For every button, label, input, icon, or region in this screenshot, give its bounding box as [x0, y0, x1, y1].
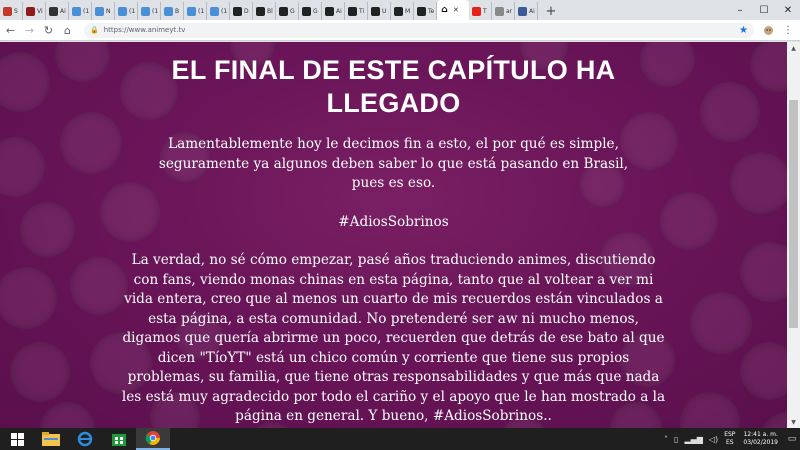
tab-title: Te — [428, 7, 435, 15]
home-button[interactable]: ⌂ — [64, 23, 71, 37]
af-favicon-icon — [348, 7, 357, 16]
af-favicon-icon — [233, 7, 242, 16]
device-icon[interactable]: ▯ — [674, 434, 679, 444]
af-favicon-icon — [256, 7, 265, 16]
browser-tab[interactable] — [345, 2, 368, 20]
show-hidden-icons-icon[interactable]: ˄ — [664, 434, 669, 444]
browser-tab[interactable] — [69, 2, 92, 20]
windows-logo-icon — [11, 433, 24, 446]
browser-tab[interactable] — [115, 2, 138, 20]
browser-tab[interactable] — [414, 2, 437, 20]
language-indicator[interactable] — [724, 431, 735, 447]
af-favicon-icon — [394, 7, 403, 16]
internet-explorer-button[interactable] — [68, 428, 102, 450]
close-tab-icon[interactable]: ✕ — [453, 6, 459, 14]
browser-tab[interactable] — [23, 2, 46, 20]
windows-taskbar — [0, 428, 800, 450]
browser-tab[interactable] — [299, 2, 322, 20]
window-controls — [728, 0, 800, 20]
network-icon[interactable]: ▂▄▆ — [684, 434, 703, 444]
farewell-paragraph: La verdad, no sé cómo empezar, pasé años traduciendo animes, discutiendo con fans, viendo monas chinas en esta página, tanto que al voltear a ver mi vida entera, creo que al menos un cuarto de mis recuerdos están vinculados a esta página, a esta comunidad. No pretenderé ser aw ni mucho menos, digamos que quería abrirme un poco, recuerden que detrás de ese bato al que dicen "TíoYT" está un chico común y corriente que tiene sus propios problemas, su familia, que tiene otras responsabilidades y que más que nada les está muy agradecido por todo el cariño y el apoyo que le han mostrado a la página en general. Y bueno, #AdiosSobrinos.. — [121, 252, 666, 424]
browser-tab[interactable] — [92, 2, 115, 20]
page-scrollbar[interactable] — [787, 42, 800, 428]
reload-button[interactable]: ↻ — [43, 23, 54, 37]
clock-time: 12:41 a. m. — [743, 431, 778, 438]
mx-favicon-icon — [210, 7, 219, 16]
af-favicon-icon — [371, 7, 380, 16]
browser-tab[interactable] — [161, 2, 184, 20]
store-button[interactable] — [102, 428, 136, 450]
tab-title: (1 — [129, 7, 136, 15]
doc-favicon-icon — [495, 7, 504, 16]
tab-title: (1 — [198, 7, 205, 15]
folder-icon — [42, 432, 60, 446]
tab-title: B — [175, 7, 180, 15]
page-viewport — [0, 42, 787, 428]
close-window-button[interactable]: ✕ — [783, 4, 793, 16]
browser-tab[interactable] — [230, 2, 253, 20]
mx-favicon-icon — [187, 7, 196, 16]
browser-tab-active[interactable] — [437, 0, 469, 20]
mx-favicon-icon — [141, 7, 150, 16]
tab-title: ar — [506, 7, 513, 15]
tab-title: M — [405, 7, 411, 15]
scroll-up-arrow-icon[interactable]: ▲ — [791, 44, 796, 52]
url-text: https://www.animeyt.tv — [103, 26, 186, 34]
tab-title: Vi — [37, 7, 43, 15]
language-code: ESP — [724, 431, 736, 438]
tab-title: T — [483, 7, 487, 15]
youtube-favicon-icon — [49, 7, 58, 16]
clock-date: 03/02/2019 — [743, 439, 778, 446]
facebook-favicon-icon — [518, 7, 527, 16]
maximize-button[interactable]: ☐ — [759, 4, 769, 16]
af-favicon-icon — [279, 7, 288, 16]
lock-icon: 🔒 — [90, 26, 99, 34]
bookmark-star-icon[interactable]: ★ — [739, 24, 748, 36]
volume-icon[interactable]: ◁) — [708, 434, 719, 444]
red-favicon-icon — [3, 7, 12, 16]
mx-favicon-icon — [164, 7, 173, 16]
tab-title: Ti — [359, 7, 365, 15]
internet-explorer-icon — [77, 431, 93, 447]
browser-tab[interactable] — [515, 2, 538, 20]
tab-title: (1 — [152, 7, 159, 15]
mx-favicon-icon — [118, 7, 127, 16]
announcement — [0, 42, 787, 427]
hashtag: #AdiosSobrinos — [338, 213, 449, 230]
address-bar[interactable] — [84, 23, 754, 38]
browser-tab[interactable] — [184, 2, 207, 20]
back-button[interactable]: ← — [5, 23, 16, 37]
tab-title: N — [106, 7, 111, 15]
keyboard-layout: ES — [725, 439, 734, 446]
new-tab-button[interactable]: + — [545, 3, 557, 19]
browser-tab[interactable] — [276, 2, 299, 20]
tab-title: S — [14, 7, 18, 15]
browser-tab[interactable] — [138, 2, 161, 20]
browser-tab[interactable] — [0, 2, 23, 20]
youtube-favicon-icon — [472, 7, 481, 16]
browser-tab[interactable] — [322, 2, 345, 20]
mx-favicon-icon — [72, 7, 81, 16]
browser-tab[interactable] — [391, 2, 414, 20]
file-explorer-button[interactable] — [34, 428, 68, 450]
tab-title: (1 — [83, 7, 90, 15]
minimize-button[interactable]: – — [737, 4, 743, 16]
scroll-down-arrow-icon[interactable]: ▼ — [791, 418, 796, 426]
tab-title: Ai — [529, 7, 535, 15]
store-icon — [112, 432, 126, 446]
tab-title: Ai — [336, 7, 342, 15]
tab-title: D — [244, 7, 249, 15]
page-title: EL FINAL DE ESTE CAPÍTULO HA LLEGADO — [171, 55, 616, 118]
start-button[interactable] — [0, 428, 34, 450]
clock[interactable] — [743, 431, 778, 447]
af-favicon-icon — [302, 7, 311, 16]
browser-tab[interactable] — [253, 2, 276, 20]
tab-title: (1 — [221, 7, 228, 15]
tab-strip — [0, 0, 800, 20]
af-favicon-icon — [417, 7, 426, 16]
browser-tab[interactable] — [46, 2, 69, 20]
tab-title: Bl — [267, 7, 273, 15]
intro-paragraph: Lamentablemente hoy le decimos fin a esto, el por qué es simple, seguramente ya algunos deben saber lo que está pasando en Brasil, pues es eso. — [158, 136, 629, 191]
forward-button[interactable]: → — [24, 23, 35, 37]
home-favicon-icon: ⌂ — [441, 5, 448, 15]
browser-toolbar — [0, 20, 800, 41]
menu-icon[interactable]: ⋮ — [783, 24, 793, 36]
system-tray — [664, 428, 800, 450]
tab-title: G — [290, 7, 295, 15]
af-favicon-icon — [325, 7, 334, 16]
browser-tab[interactable] — [492, 2, 515, 20]
tab-title: U — [382, 7, 387, 15]
red-favicon-icon — [26, 7, 35, 16]
extension-icon[interactable] — [760, 22, 776, 38]
action-center-icon[interactable]: ▭ — [787, 434, 797, 444]
chrome-taskbar-button[interactable] — [136, 428, 170, 450]
browser-tab[interactable] — [207, 2, 230, 20]
chrome-icon — [145, 430, 161, 446]
tab-title: Ai — [60, 7, 66, 15]
browser-tab[interactable] — [368, 2, 391, 20]
scrollbar-thumb[interactable] — [789, 100, 798, 328]
mx-favicon-icon — [95, 7, 104, 16]
browser-tab[interactable] — [469, 2, 492, 20]
tab-title: G — [313, 7, 318, 15]
